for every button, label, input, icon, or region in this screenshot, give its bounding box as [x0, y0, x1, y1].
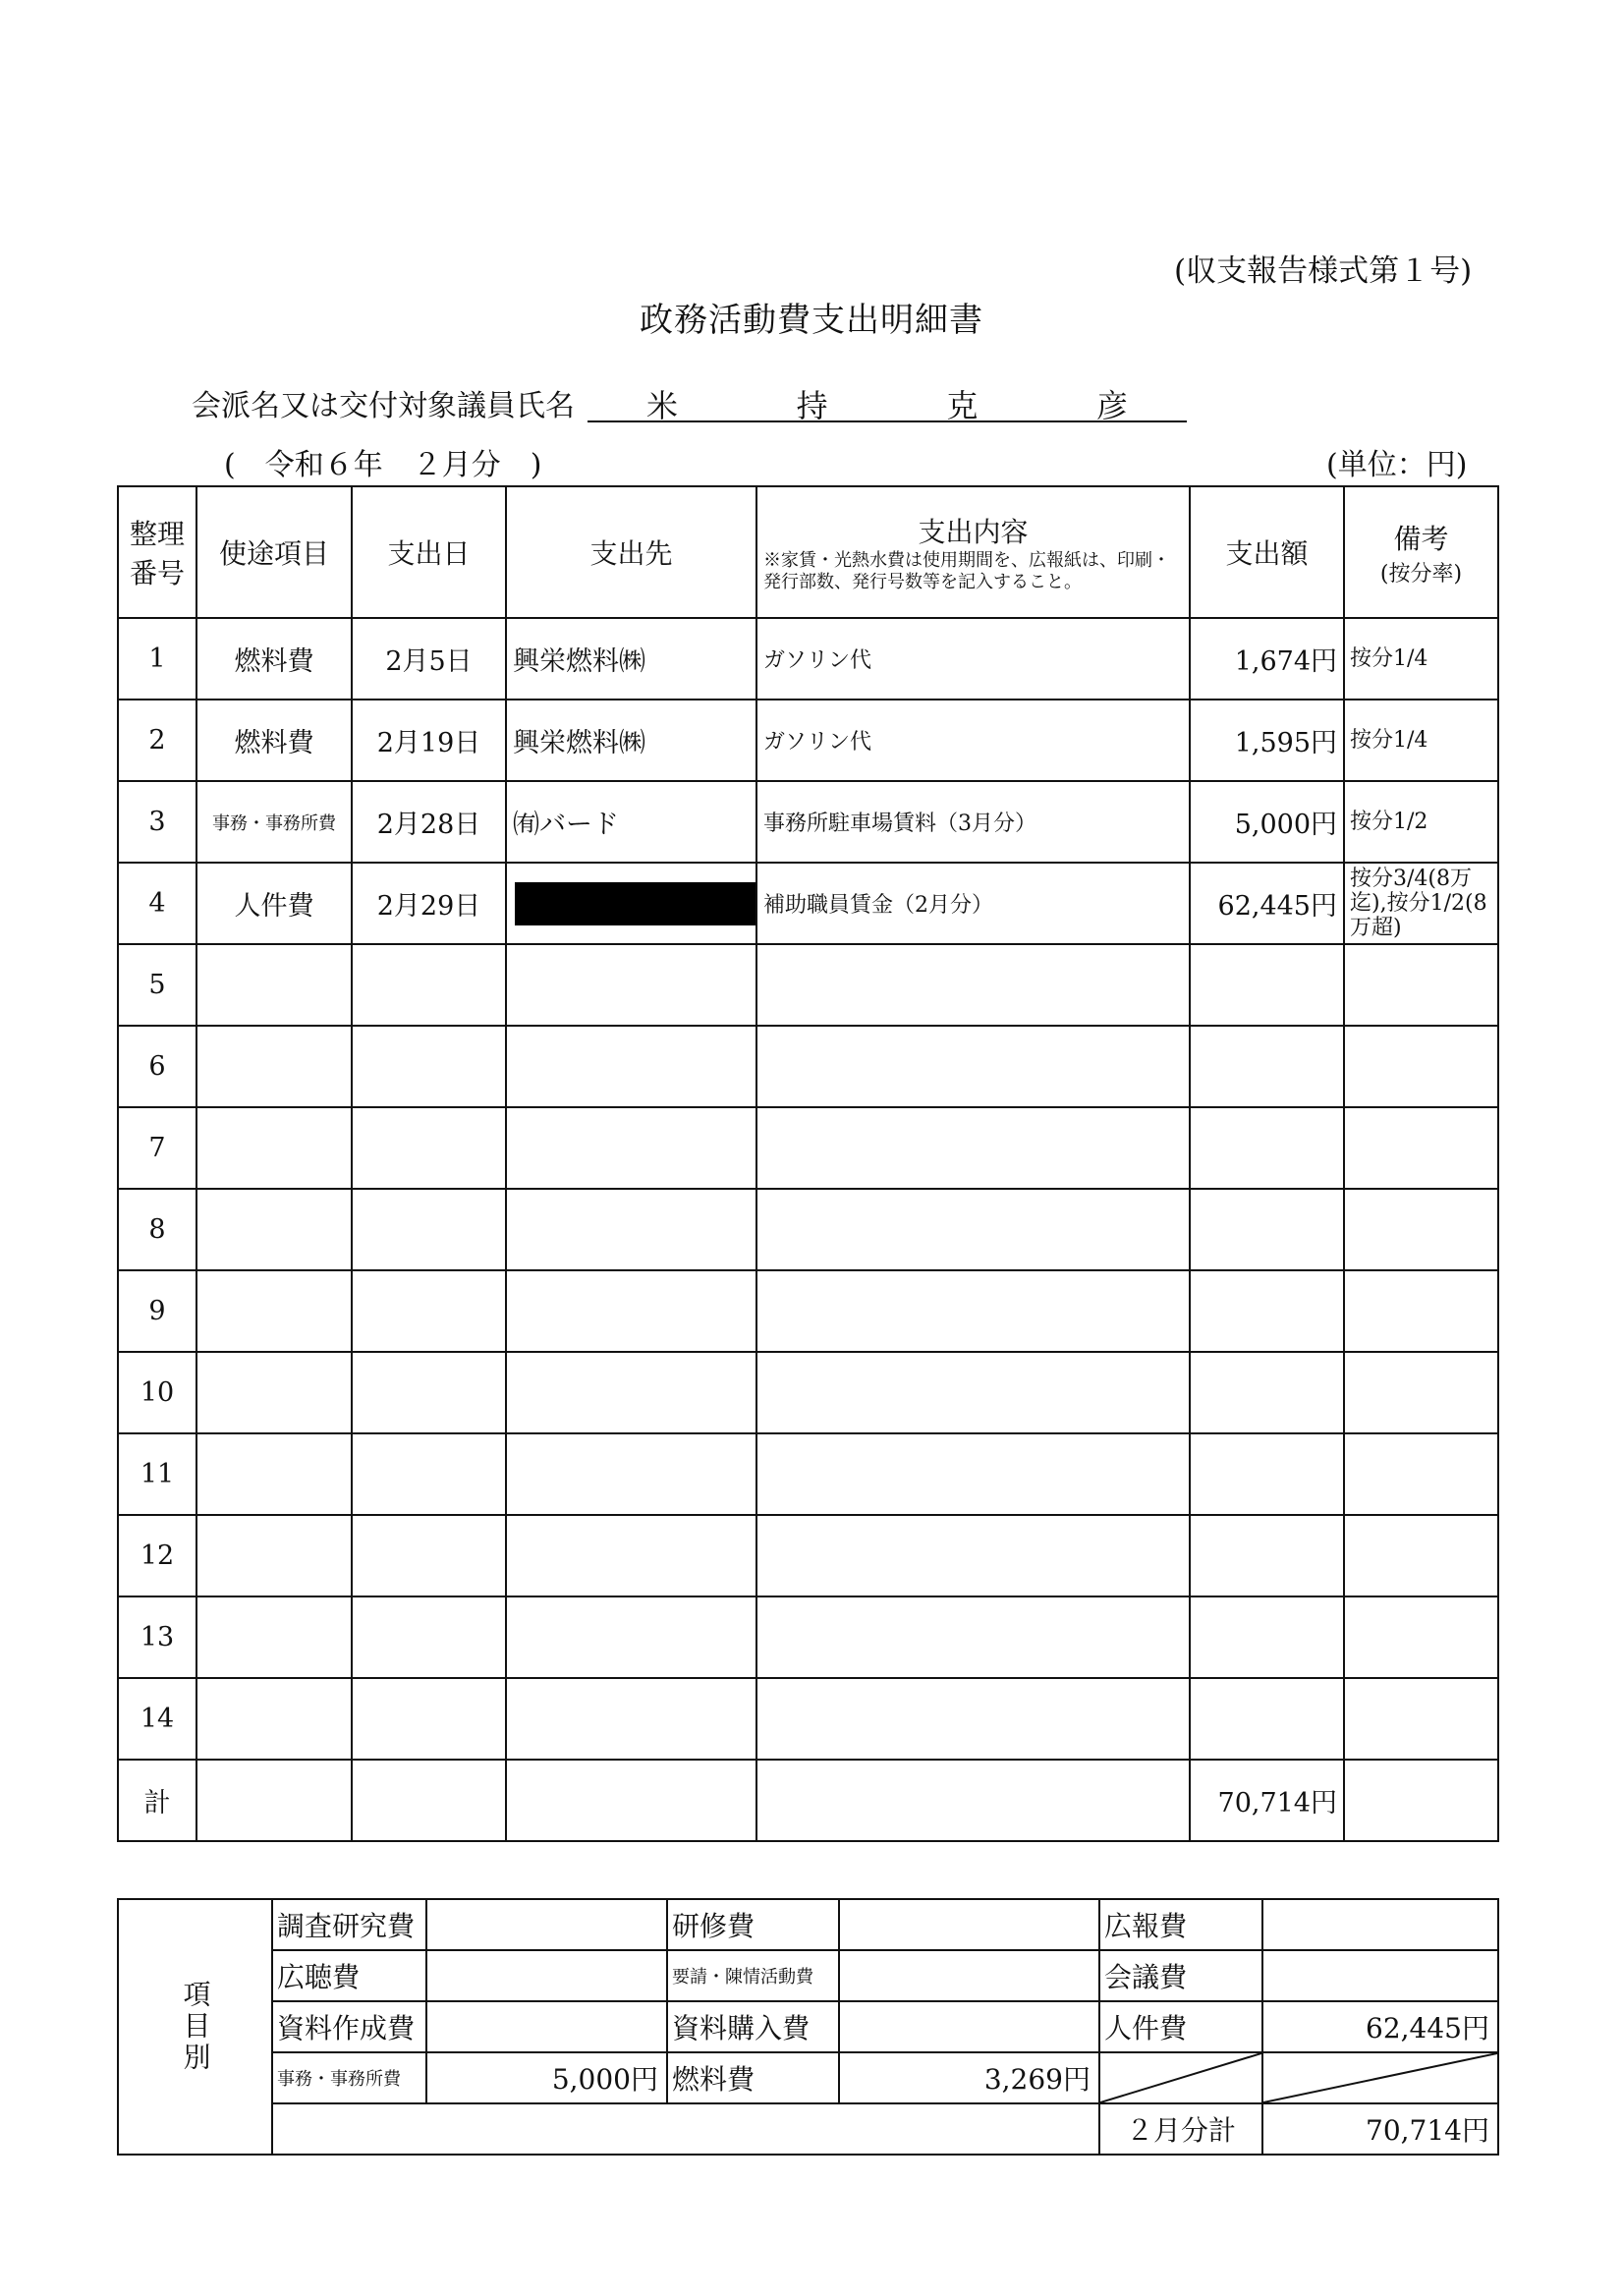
group-label: 会派名又は交付対象議員氏名 — [192, 389, 575, 423]
row-amount: 1,595円 — [1190, 700, 1344, 781]
row-no: 9 — [118, 1270, 196, 1352]
header-no-line2: 番号 — [129, 557, 185, 589]
category-summary-table — [117, 1898, 1499, 2156]
total-amount: 70,714円 — [1190, 1760, 1344, 1841]
header-amount: 支出額 — [1190, 486, 1344, 618]
member-name-char: 彦 — [1095, 387, 1128, 424]
header-desc — [756, 486, 1190, 618]
summary-label: 調査研究費 — [272, 1899, 426, 1950]
summary-row — [118, 2052, 1498, 2103]
summary-label: 資料購入費 — [667, 2001, 839, 2052]
row-no: 5 — [118, 944, 196, 1026]
row-desc: ガソリン代 — [756, 700, 1190, 781]
total-label: 計 — [118, 1760, 196, 1841]
row-date: 2月28日 — [352, 781, 506, 863]
summary-value: 62,445円 — [1262, 2001, 1498, 2052]
header-no-line1: 整理 — [129, 518, 185, 550]
member-name-char: 克 — [946, 387, 979, 424]
header-note — [1344, 486, 1498, 618]
row-date: 2月5日 — [352, 618, 506, 700]
summary-value — [426, 1899, 667, 1950]
row-amount: 62,445円 — [1190, 863, 1344, 944]
row-desc: 補助職員賃金（2月分） — [756, 863, 1190, 944]
redaction-block — [515, 882, 756, 925]
table-row — [118, 944, 1498, 1026]
header-use: 使途項目 — [196, 486, 352, 618]
summary-label: 資料作成費 — [272, 2001, 426, 2052]
table-row — [118, 863, 1498, 944]
table-row — [118, 1026, 1498, 1107]
table-row — [118, 1678, 1498, 1760]
summary-value: 5,000円 — [426, 2052, 667, 2103]
summary-label: 燃料費 — [667, 2052, 839, 2103]
row-note: 按分1/4 — [1344, 618, 1498, 700]
table-row — [118, 618, 1498, 700]
summary-row — [118, 1950, 1498, 2001]
table-row — [118, 781, 1498, 863]
row-use: 事務・事務所費 — [196, 781, 352, 863]
row-no: 10 — [118, 1352, 196, 1433]
summary-value — [1262, 1950, 1498, 2001]
table-row — [118, 1433, 1498, 1515]
row-no: 13 — [118, 1596, 196, 1678]
row-no: 14 — [118, 1678, 196, 1760]
summary-label: 広報費 — [1099, 1899, 1262, 1950]
diagonal-blank-cell — [1262, 2052, 1498, 2103]
form-code: (収支報告様式第１号) — [1174, 253, 1473, 289]
table-header-row — [118, 486, 1498, 618]
summary-category-label: 項目別 — [118, 1899, 272, 2155]
row-no: 12 — [118, 1515, 196, 1596]
row-desc: ガソリン代 — [756, 618, 1190, 700]
header-note-title: 備考 — [1393, 522, 1449, 555]
row-date: 2月29日 — [352, 863, 506, 944]
row-use: 人件費 — [196, 863, 352, 944]
summary-value — [839, 1950, 1099, 2001]
month-total-value: 70,714円 — [1262, 2103, 1498, 2155]
table-row — [118, 1596, 1498, 1678]
row-amount: 5,000円 — [1190, 781, 1344, 863]
row-note: 按分3/4(8万迄),按分1/2(8万超) — [1344, 863, 1498, 944]
row-no: 11 — [118, 1433, 196, 1515]
row-no: 1 — [118, 618, 196, 700]
table-row — [118, 700, 1498, 781]
header-desc-note: ※家賃・光熱水費は使用期間を、広報紙は、印刷・発行部数、発行号数等を記入すること。 — [763, 550, 1170, 592]
member-name — [588, 381, 1187, 422]
row-no: 2 — [118, 700, 196, 781]
summary-label: 研修費 — [667, 1899, 839, 1950]
summary-value — [426, 2001, 667, 2052]
table-row — [118, 1352, 1498, 1433]
member-name-char: 米 — [646, 387, 679, 424]
diagonal-line — [1263, 2053, 1497, 2102]
summary-label: 広聴費 — [272, 1950, 426, 2001]
row-note: 按分1/2 — [1344, 781, 1498, 863]
summary-label: 会議費 — [1099, 1950, 1262, 2001]
summary-value — [426, 1950, 667, 2001]
row-payee — [506, 863, 756, 944]
row-no: 3 — [118, 781, 196, 863]
member-name-char: 持 — [796, 387, 828, 424]
row-payee: 興栄燃料㈱ — [506, 618, 756, 700]
header-desc-title: 支出内容 — [918, 516, 1029, 548]
table-row — [118, 1515, 1498, 1596]
diagonal-blank-cell — [1099, 2052, 1262, 2103]
row-payee: 興栄燃料㈱ — [506, 700, 756, 781]
header-note-sub: (按分率) — [1379, 561, 1463, 587]
row-note: 按分1/4 — [1344, 700, 1498, 781]
month-total-label: ２月分計 — [1099, 2103, 1262, 2155]
period: ( 令和６年 ２月分 ) — [224, 448, 542, 482]
row-no: 6 — [118, 1026, 196, 1107]
header-payee: 支出先 — [506, 486, 756, 618]
summary-blank — [272, 2103, 1099, 2155]
page-title: 政務活動費支出明細書 — [640, 301, 983, 340]
header-no — [118, 486, 196, 618]
row-use: 燃料費 — [196, 700, 352, 781]
summary-label: 人件費 — [1099, 2001, 1262, 2052]
table-row — [118, 1270, 1498, 1352]
row-desc: 事務所駐車場賃料（3月分） — [756, 781, 1190, 863]
row-payee: ㈲バード — [506, 781, 756, 863]
summary-value — [1262, 1899, 1498, 1950]
summary-label: 事務・事務所費 — [272, 2052, 426, 2103]
table-row — [118, 1107, 1498, 1189]
row-no: 7 — [118, 1107, 196, 1189]
summary-label: 要請・陳情活動費 — [667, 1950, 839, 2001]
summary-row — [118, 2001, 1498, 2052]
total-row — [118, 1760, 1498, 1841]
table-row — [118, 1189, 1498, 1270]
row-no: 8 — [118, 1189, 196, 1270]
summary-value — [839, 1899, 1099, 1950]
expense-table — [117, 485, 1499, 1842]
row-use: 燃料費 — [196, 618, 352, 700]
diagonal-line — [1100, 2053, 1261, 2102]
summary-row — [118, 1899, 1498, 1950]
header-date: 支出日 — [352, 486, 506, 618]
unit-label: (単位：円) — [1326, 448, 1468, 482]
summary-total-row — [118, 2103, 1498, 2155]
row-no: 4 — [118, 863, 196, 944]
summary-value: 3,269円 — [839, 2052, 1099, 2103]
row-date: 2月19日 — [352, 700, 506, 781]
row-amount: 1,674円 — [1190, 618, 1344, 700]
summary-value — [839, 2001, 1099, 2052]
